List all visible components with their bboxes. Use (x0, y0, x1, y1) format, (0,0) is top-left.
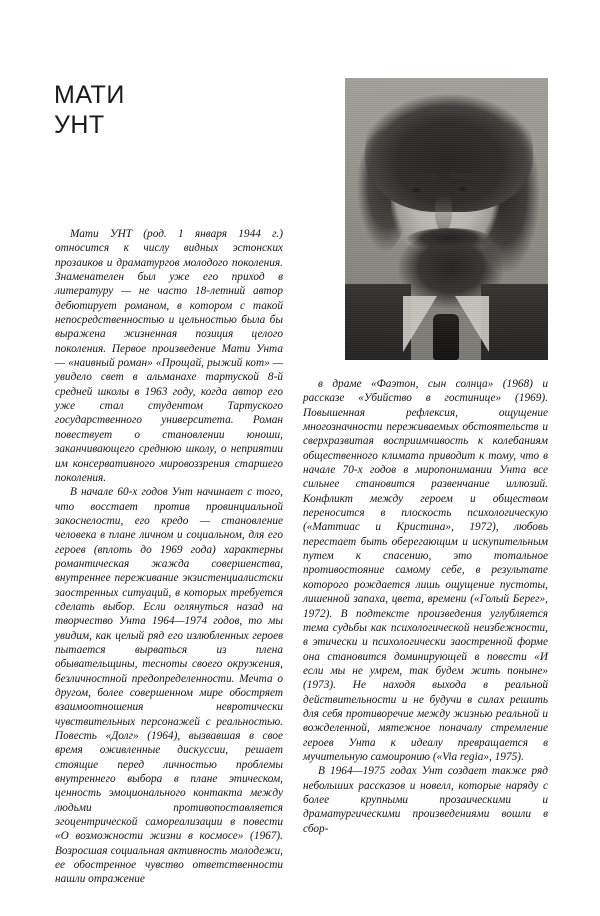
page-title (54, 80, 304, 140)
paragraph: в драме «Фаэтон, сын солнца» (1968) и рассказе «Убийство в гостинице» (1969). Повышенная рефлексия, ощущение многозначности переживаемых обстоятельств и сверхразвитая восприимчивость к колебаниям общественного климата приводит к тому, что в начале 70-х годов в миропонимании Унта все сильнее становится развенчание иллюзий. Конфликт между героем и обществом переносится в плоскость психологическую («Маттиас и Кристина», 1972), любовь перестает быть оберегающим и искупительным путем к спасению, это тотальное противостояние самому себе, в результате которого рождается лишь ощущение пустоты, лишенной запаха, цвета, времени («Голый Берег», 1972). В подтексте произведения углубляется тема судьбы как психологической неизбежности, в этически и психологически заостренной форме она становится доминирующей в повести «И если мы не умрем, так будем жить поныне» (1973). Не находя выхода в реальной действительности и не будучи в силах решить для себя противоречие между жизнью реальной и вожделенной, мятежное поначалу стремление героев Унта к идеалу превращается в мучительную самоиронию («Via regia», 1975). (303, 378, 548, 763)
paragraph: В 1964—1975 годах Унт создает также ряд небольших рассказов и новелл, которые наряду с более крупными прозаическими и драматургическими произведениями вошли в сбор- (303, 765, 548, 835)
text-column-right (303, 377, 548, 836)
author-portrait-photo (345, 78, 548, 360)
paragraph: Мати УНТ (род. 1 января 1944 г.) относится к числу видных эстонских прозаиков и драматургов молодого поколения. Знаменателен был уже его приход в литературу — не часто 18-летний автор дебютирует романом, в котором с такой непосредственностью и цельностью была бы выражена жизненная позиция целого поколения. Первое произведение Мати Унта — «наивный роман» «Прощай, рыжий кот» — увидело свет в альманахе тартуской 8-й средней школы в 1963 году, когда автор его уже стал студентом Тартуского государственного университета. Роман повествует о становлении юноши, заканчивающего среднюю школу, о неприятии им консервативного мировоззрения старшего поколения. (55, 228, 283, 484)
page-title-line-2: УНТ (54, 111, 105, 139)
print-grain-overlay (345, 78, 548, 360)
portrait-image (345, 78, 548, 360)
page-title-line-1: МАТИ (54, 81, 125, 109)
text-column-left (55, 227, 283, 887)
paragraph: В начале 60-х годов Унт начинает с того, что восстает против провинциальной закоснелости, его кредо — становление человека в плане личном и социальном, для его героев (вплоть до 1969 года) характерны романтическая жажда совершенства, внутреннее переживание экзистенциалистски заостренных ситуаций, в которых требуется сделать выбор. Если оглянуться назад на творчество Унта 1964—1974 годов, то мы увидим, как целый ряд его излюбленных героев пытается вырваться из плена обывательщины, тесноты своего окружения, безличностной предопределенности. Мечта о другом, более совершенном мире обостряет взаимоотношения невротически чувствительных персонажей с реальностью. Повесть «Долг» (1964), вызвавшая в свое время оживленные дискуссии, решает стоящие перед личностью проблемы внутреннего выбора в плане этическом, ценность эмоционального контакта между людьми противопоставляется эгоцентрической самореализации в повести «О возможности жизни в космосе» (1967). Возросшая социальная активность молодежи, ее обостренное чувство ответственности нашли отражение (55, 486, 283, 886)
